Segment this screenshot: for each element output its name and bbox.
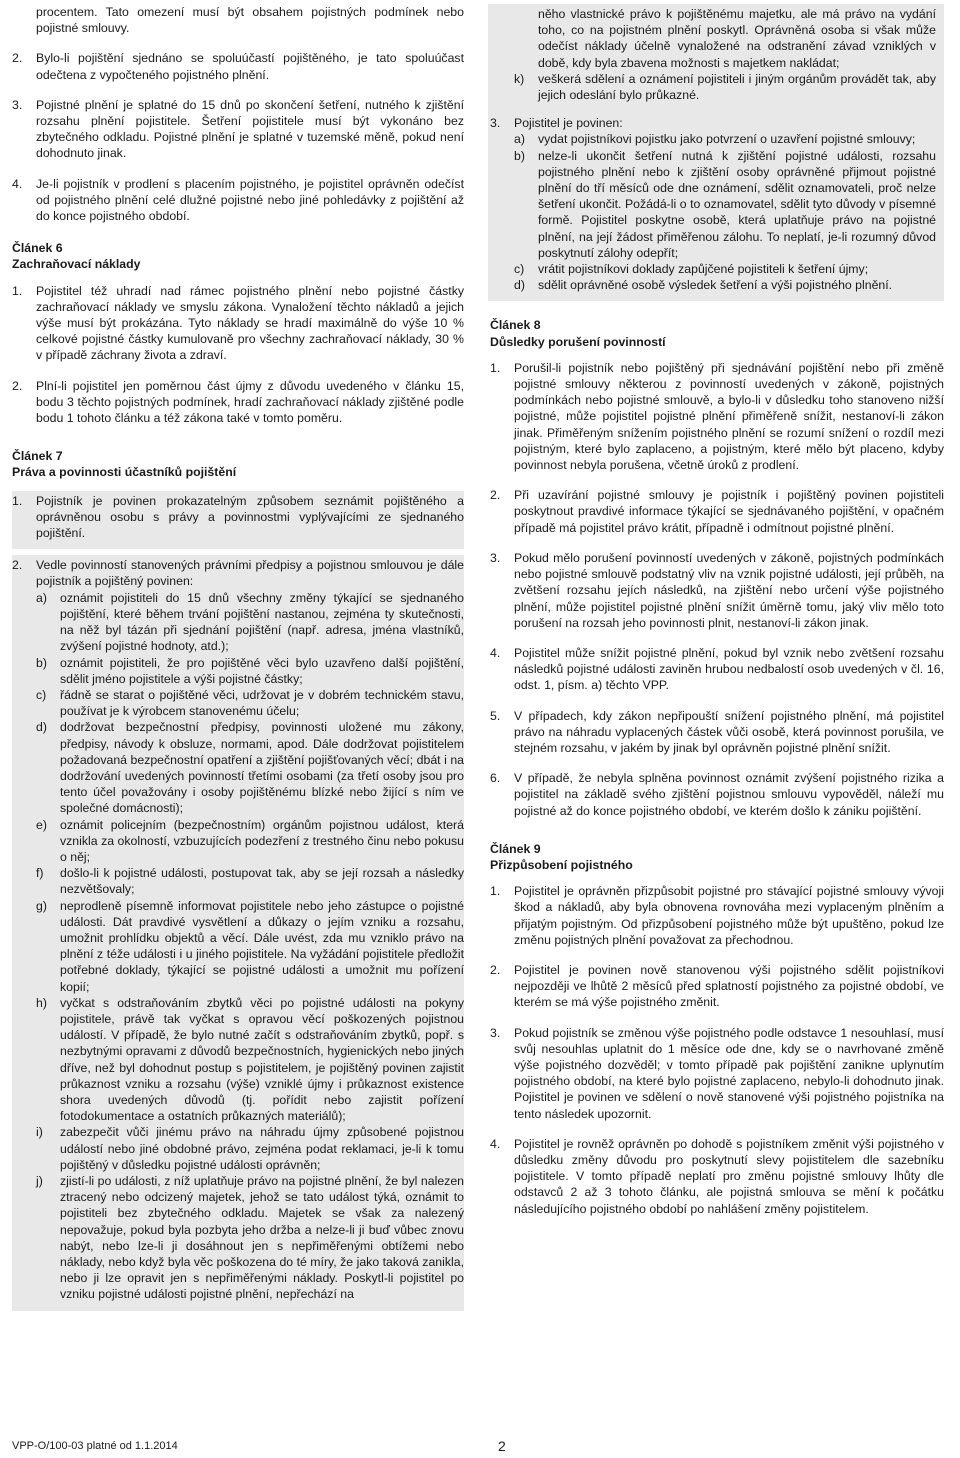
item-text: Pojistitel je rovněž oprávněn po dohodě s pojistníkem změnit výši pojistného v důsledku změny důvodu pro poskytnutí slevy pojistitelem dle sazebníku pojistitele. V tomto případě neplatí pro změnu pojistné smlouvy lhůty dle odstavců 2 až 3 tohoto článku, ale pojistná smlouva se mění k počátku následujícího pojistného období po nahlášení změny pojistitelem. <box>514 1136 944 1216</box>
item-text: nelze-li ukončit šetření nutná k zjištění pojistné události, rozsahu pojistného plnění nebo k zjištění osoby oprávněné přijmout pojistné plnění do tří měsíců ode dne oznámení, sdělit oznamovateli, proč nelze šetření ukončit. Požádá-li o to oznamovatel, sdělit tyto důvody v písemné formě. Pojistitel poskytne osobě, která uplatňuje právo na pojistné plnění, na její žádost přiměřenou zálohu. To neplatí, je-li rozumný důvod poskytnutí zálohy odepřít; <box>538 148 936 260</box>
item-number: g) <box>36 898 47 913</box>
sub-list-item <box>36 719 464 816</box>
item-text: Pojistitel též uhradí nad rámec pojistného plnění nebo pojistné částky zachraňovací náklady ve smyslu zákona. Vynaložení těchto nákladů a jejich výše musí být prokázána. Tyto náklady se hradí maximálně do výše 10 % celkové pojistné částky kumulovaně pro všechny zachraňovací náklady, 30 % v případě záchrany života a zdraví. <box>36 283 464 363</box>
sub-list-item <box>36 1124 464 1173</box>
item-text: zabezpečit vůči jinému právo na náhradu újmy způsobené pojistnou událostí nebo jiné obdobné právo, zejména podat reklamaci, je-li k tomu pojištěný v důsledku pojistné události oprávněn; <box>60 1125 464 1172</box>
item-text: Plní-li pojistitel jen poměrnou část újmy z důvodu uvedeného v článku 15, bodu 3 těchto pojistných podmínek, hradí zachraňovací náklady zjištěné podle bodu 1 tohoto článku a též zákona také v tomto poměru. <box>36 378 464 426</box>
article-8-items <box>490 360 944 819</box>
sub-list-item <box>514 261 936 277</box>
item-text: Pojistník je povinen prokazatelným způsobem seznámit pojištěného a oprávněnou osobu s právy a povinnostmi vyplývajícími ze sjednaného pojištění. <box>36 493 464 541</box>
sub-list-item <box>514 148 936 261</box>
sub-list-item <box>514 71 936 103</box>
item-text: Pojistné plnění je splatné do 15 dnů po skončení šetření, nutného k zjištění rozsahu plnění pojistitele. Šetření pojistitele musí být vykonáno bez zbytečného odkladu. Pojistné plnění je splatné v tuzemské měně, pokud není dohodnuto jinak. <box>36 97 464 161</box>
item-number: 2. <box>12 51 23 66</box>
list-item <box>490 770 944 819</box>
item-number: k) <box>514 71 525 86</box>
article-7-sub-list <box>12 590 464 1303</box>
document-code: VPP-O/100-03 platné od 1.1.2014 <box>12 1440 178 1452</box>
article-9-number: Článek 9 <box>490 841 541 856</box>
item-number: h) <box>36 995 47 1010</box>
list-item <box>490 550 944 631</box>
item-number: 3. <box>490 116 501 131</box>
item-text: procentem. Tato omezení musí být obsahem pojistných podmínek nebo pojistné smlouvy. <box>36 5 464 36</box>
list-item <box>12 50 464 82</box>
sub-list-item <box>36 1173 464 1303</box>
item-text: Bylo-li pojištění sjednáno se spoluúčastí pojištěného, je tato spoluúčast odečtena z vypočteného pojistného plnění. <box>36 51 464 82</box>
article-7-number: Článek 7 <box>12 449 63 464</box>
sub-list-item <box>36 865 464 897</box>
item-text: Porušil-li pojistník nebo pojištěný při sjednávání pojištění nebo při změně pojistné smlouvy některou z povinností uvedených v zákoně, pojistných podmínkách nebo pojistné smlouvě, a bylo-li v důsledku toho stanoveno nižší pojistné, může pojistitel pojistné plnění přiměřeně snížit, nestanoví-li zákon jinak. Přiměřeným snížením pojistného plnění se rozumí snížení o rozdíl mezi pojistným, které bylo zaplaceno, a pojistným, které mělo být placeno, kdyby povinnost nebyla porušena, včetně úroků z prodlení. <box>514 360 944 473</box>
page-number: 2 <box>498 1438 506 1454</box>
list-item <box>490 883 944 948</box>
list-item <box>490 1025 944 1122</box>
item-text: vyčkat s odstraňováním zbytků věci po pojistné události na pokyny pojistitele, právě tak vyčkat s opravou věcí poškozených pojistnou událostí. V případě, že bylo nutné začít s odstraňováním zbytků, popř. s nezbytnými opravami z důvodů bezpečnostních, hygienických nebo jiných dříve, než byl dohodnut postup s pojistitelem, je pojištěný povinen zajistit průkaznost vzniku a rozsahu (výše) vzniklé újmy i průkaznost existence shora uvedených důvodů (tj. pořídit nebo zajistit pořízení fotodokumentace a ostatních průkazných materiálů); <box>60 995 464 1124</box>
item-number: 3. <box>490 1025 501 1040</box>
article-6-number: Článek 6 <box>12 241 63 256</box>
sub-list-item <box>36 898 464 995</box>
item-text: neprodleně písemně informovat pojistitele nebo jeho zástupce o pojistné události. Dát pravdivé vysvětlení a důkazy o jejím vzniku a rozsahu, umožnit prohlídku objektů a věcí. Dále uvést, zda mu vzniklo právo na plnění z téže události i u jiného pojistitele. Na vyžádání pojistitele předložit potřebné doklady, týkající se pojistné události a umožnit mu pořízení kopií; <box>60 898 464 994</box>
item-number: c) <box>514 262 525 277</box>
article-7-heading <box>12 448 464 480</box>
item-text: Pokud pojistník se změnou výše pojistného podle odstavce 1 nesouhlasí, musí svůj nesouhlas uplatnit do 1 měsíce ode dne, kdy se o navrhované změně výše pojistného dozvěděl; v tomto případě pak pojištění zanikne uplynutím pojistného období, na které bylo pojistné zaplaceno, nebylo-li dohodnuto jinak. Pojistitel je povinen ve sdělení o nově stanovené výši pojistného pojistníka na tento následek upozornit. <box>514 1025 944 1121</box>
item-text: Pojistitel je povinen nově stanovenou výši pojistného sdělit pojistníkovi nejpozději ve lhůtě 2 měsíců před splatností pojistného za pojistné období, ve kterém se má výše pojistného změnit. <box>514 962 944 1010</box>
item-number: 3. <box>490 550 501 565</box>
item-number: 2. <box>12 558 23 573</box>
article-7-item-1 <box>12 491 464 550</box>
item-number: b) <box>36 655 47 670</box>
article-9-heading <box>490 841 944 873</box>
item-number: i) <box>36 1125 43 1140</box>
article-6-title: Zachraňovací náklady <box>12 257 141 272</box>
item-text: veškerá sdělení a oznámení pojistiteli i jiným orgánům provádět tak, aby jejich odeslání bylo průkazné. <box>538 71 936 103</box>
item-number: a) <box>514 132 525 147</box>
continuation-text: něho vlastnické právo k pojištěnému majetku, ale má právo na vydání toho, co na pojistném plnění poskytl. Oprávněná osoba si však může odečíst náklady účelně vynaložené na odstranění závad vzniklých v době, kdy byla zbavena možnosti s majetkem nakládat; <box>538 7 936 70</box>
item-number: 6. <box>490 771 501 786</box>
article-7-continuation <box>488 4 944 301</box>
item-text: sdělit oprávněné osobě výsledek šetření a výši pojistného plnění. <box>538 278 893 293</box>
continuation-items <box>12 4 464 224</box>
item-number: e) <box>36 817 47 832</box>
article-7-title: Práva a povinnosti účastníků pojištění <box>12 465 237 480</box>
sub-list-item <box>36 995 464 1125</box>
item-number: 1. <box>12 283 23 298</box>
article-8-number: Článek 8 <box>490 318 541 333</box>
list-item <box>490 1136 944 1217</box>
continuation-sub-list <box>490 71 936 103</box>
item-number: 2. <box>490 962 501 977</box>
item-text: V případech, kdy zákon nepřipouští snížení pojistného plnění, má pojistitel právo na náhradu vyplacených částek vůči osobě, která povinnost porušila, ve stejném rozsahu, v jakém by jinak byl oprávněn pojistné plnění snížit. <box>514 708 944 755</box>
article-9-title: Přizpůsobení pojistného <box>490 857 633 872</box>
item-text: Pokud mělo porušení povinností uvedených v zákoně, pojistných podmínkách nebo pojistné smlouvě podstatný vliv na vznik pojistné události, její průběh, na zvětšení rozsahu jejích následků, na zjištění nebo určení výše pojistného plnění, může pojistitel pojistné plnění snížit úměrně tomu, jaký vliv mělo toto porušení na rozsah jeho povinnosti plnit, nestanoví-li zákon jinak. <box>514 550 944 630</box>
item-text: Pojistitel je oprávněn přizpůsobit pojistné pro stávající pojistné smlouvy vývoji škod a nákladů, aby byla obnovena rovnováha mezi vyplaceným plněním a přijatým pojistným. Od přizpůsobení pojistného může být upuštěno, pokud lze změnu pojistných plnění považovat za přechodnou. <box>514 884 944 947</box>
item-number: j) <box>36 1174 43 1188</box>
article-8-heading <box>490 317 944 349</box>
item-number: 4. <box>490 645 501 660</box>
list-item <box>490 645 944 694</box>
article-7-item-3 <box>490 115 936 131</box>
list-item <box>490 487 944 536</box>
article-6-items <box>12 283 464 427</box>
item-text: oznámit policejním (bezpečnostním) orgánům pojistnou událost, která vznikla za okolností, vzbuzujících podezření z trestného činu nebo pokusu o něj; <box>60 817 464 864</box>
item-text: vydat pojistníkovi pojistku jako potvrzení o uzavření pojistné smlouvy; <box>538 132 916 147</box>
item-text: Při uzavírání pojistné smlouvy je pojistník i pojištěný povinen pojistiteli poskytnout pravdivé informace týkající se sjednávaného pojištění, v opačném případě má pojistitel právo krátit, případně i odmítnout pojistné plnění. <box>514 488 944 535</box>
list-item <box>12 378 464 427</box>
item-number: 3. <box>12 97 23 112</box>
left-column <box>12 4 464 1317</box>
item-text: zjistí-li po události, z níž uplatňuje právo na pojistné plnění, že byl nalezen ztracený nebo odcizený majetek, jehož se tato událost týká, oznámit to pojistiteli bez zbytečného odkladu. Majetek se však za nalezený nepovažuje, pokud byla pozbyta jeho držba a nelze-li ji buď vůbec znovu nabýt, nebo lze-li ji dosáhnout jen s nepřiměřenými obtížemi nebo náklady, nebo když byla věc poškozena do té míry, že jako taková zanikla, nebo ji lze opravit jen s nepřiměřenými náklady. Poskytl-li pojistitel po vzniku pojistné události pojistné plnění, nepřechází na <box>60 1174 464 1302</box>
item-number: d) <box>36 720 47 735</box>
sub-list-item <box>514 277 936 293</box>
list-item <box>490 360 944 473</box>
item-text: došlo-li k pojistné události, postupovat tak, aby se její rozsah a následky nezvětšovaly; <box>60 866 464 897</box>
item-text: Pojistitel je povinen: <box>514 116 623 131</box>
item-text: vrátit pojistníkovi doklady zapůjčené pojistiteli k šetření újmy; <box>538 262 869 277</box>
item-number: a) <box>36 590 47 605</box>
item-number: 4. <box>490 1136 501 1151</box>
item-text: Pojistitel může snížit pojistné plnění, pokud byl vznik nebo zvětšení rozsahu následků pojistné události zaviněn hrubou nedbalostí osob uvedených v čl. 16, odst. 1, písm. a) těchto VPP. <box>514 645 944 693</box>
sub-list-item <box>36 817 464 866</box>
item-text: řádně se starat o pojištěné věci, udržovat je v dobrém technickém stavu, používat je k výrobcem stanovenému účelu; <box>60 687 464 719</box>
item-number: f) <box>36 866 44 881</box>
item-text: Vedle povinností stanovených právními předpisy a pojistnou smlouvou je dále pojistník a pojištěný povinen: <box>36 558 464 589</box>
item-number: b) <box>514 148 525 163</box>
item-text: V případě, že nebyla splněna povinnost oznámit zvýšení pojistného rizika a pojistitel na základě svého zjištění pojistnou smlouvu vypověděl, náleží mu pojistné až do konce pojistného období, ve kterém došlo k zániku pojištění. <box>514 771 944 818</box>
item-text: Je-li pojistník v prodlení s placením pojistného, je pojistitel oprávněn odečíst od pojistného plnění celé dlužné pojistné nebo jiné pohledávky z pojištění až do konce pojistného období. <box>36 176 464 224</box>
item-number: c) <box>36 687 47 702</box>
item-number: 1. <box>490 884 501 899</box>
sub-list-item <box>36 687 464 719</box>
list-item <box>12 97 464 162</box>
article-9-items <box>490 883 944 1217</box>
item-text: dodržovat bezpečnostní předpisy, povinnosti uložené mu zákony, předpisy, návody k obsluze, normami, apod. Dále dodržovat pojistitelem požadovaná bezpečnostní opatření a zjištění pojišťovaných věcí; dbát i na dodržování uvedených povinností třetími osobami (za třetí osoby jsou pro tento účel považovány i osoby pojištěnému blízké nebo žijící s ním ve společné domácnosti); <box>60 720 464 816</box>
list-item <box>12 4 464 36</box>
item-number: 5. <box>490 708 501 723</box>
sub-list-item <box>36 590 464 655</box>
item-number: 1. <box>12 493 23 508</box>
item-text: oznámit pojistiteli do 15 dnů všechny změny týkající se sjednaného pojištění, které během trvání pojištění nastanou, zejména ty skutečnosti, na něž byl tázán při sjednání pojištění (např. adresa, jména vlastníků, zvýšení pojistné hodnoty, atd.); <box>60 590 464 654</box>
item-text: oznámit pojistiteli, že pro pojištěné věci bylo uzavřeno další pojištění, sdělit jméno pojistitele a výši pojistné částky; <box>60 655 464 686</box>
article-6-heading <box>12 240 464 272</box>
item-number: 2. <box>12 378 23 393</box>
article-8-title: Důsledky porušení povinností <box>490 334 666 349</box>
sub-list-item <box>36 655 464 687</box>
item-number: 1. <box>490 360 501 375</box>
item-number: 2. <box>490 488 501 503</box>
item-number: d) <box>514 278 525 293</box>
article-7-item-2 <box>12 555 464 1310</box>
right-column <box>490 4 944 1231</box>
list-item <box>490 962 944 1011</box>
list-item <box>12 176 464 225</box>
item-3-sub-list <box>490 131 936 293</box>
sub-list-item <box>514 131 936 147</box>
list-item <box>12 283 464 364</box>
list-item <box>490 708 944 757</box>
item-number: 4. <box>12 176 23 191</box>
